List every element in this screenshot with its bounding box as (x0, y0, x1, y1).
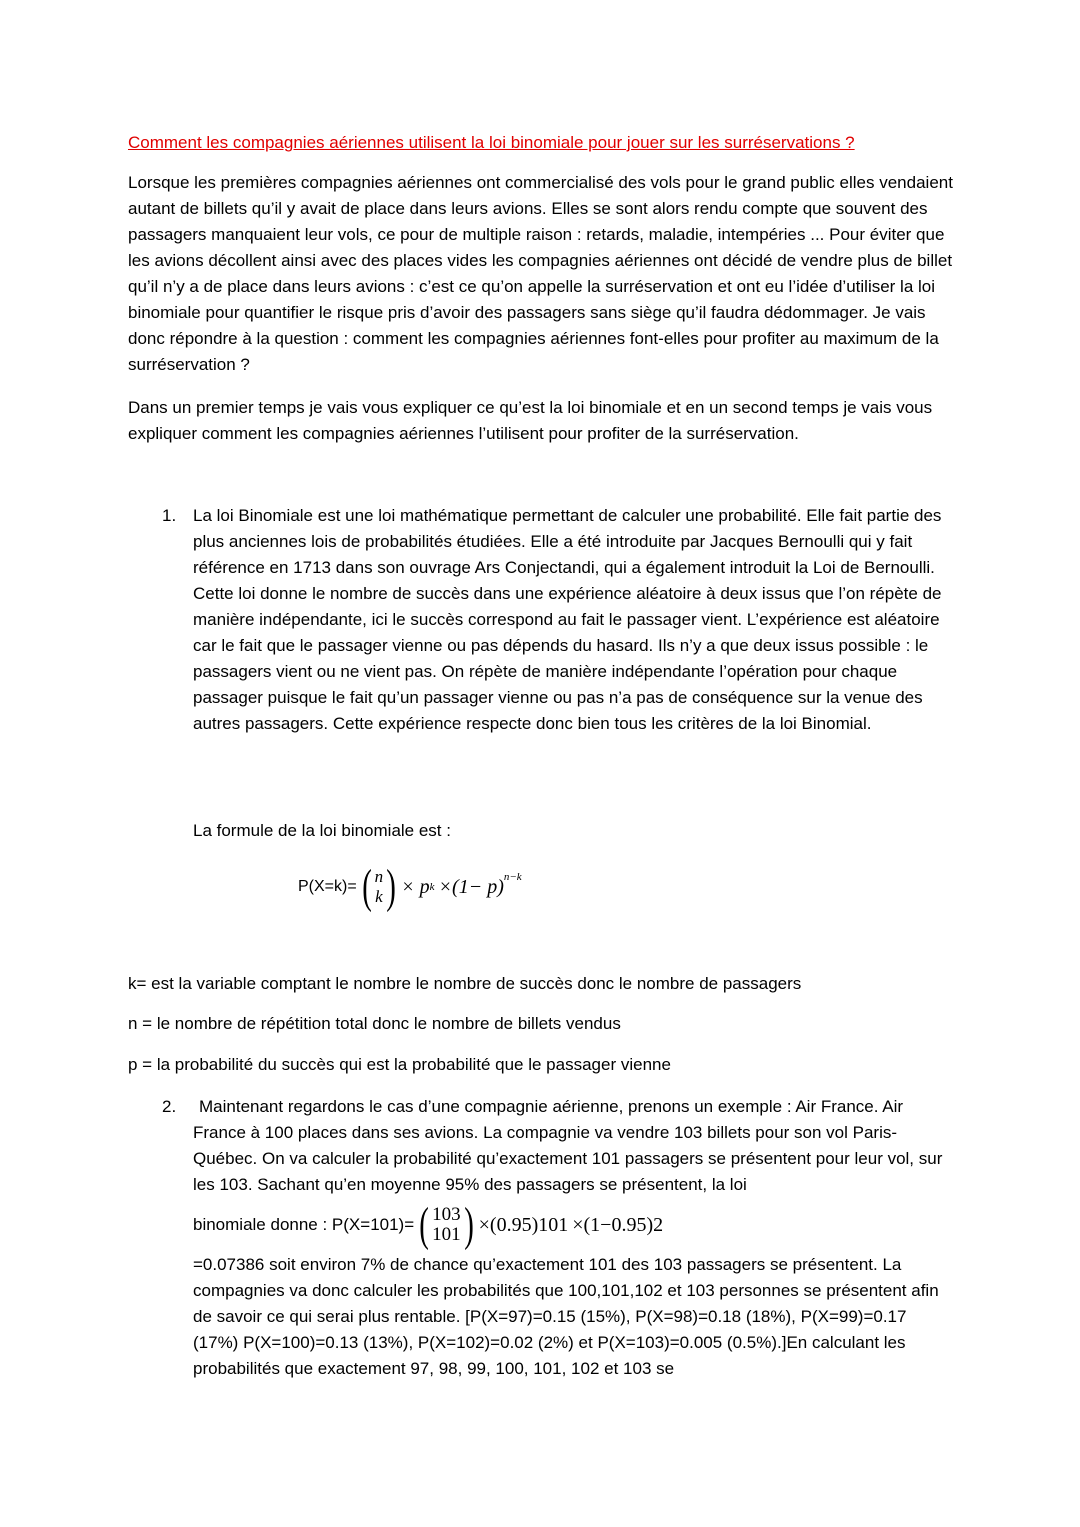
plan-paragraph: Dans un premier temps je vais vous expliquer ce qu’est la loi binomiale et en un second temps je vais vous expliquer comment les compagnies aériennes l’utilisent pour profiter de la surréservation. (128, 398, 933, 443)
list-number-1: 1. (162, 506, 177, 525)
equation-part1: ×(0.95) (478, 1214, 539, 1236)
section-1-paragraph-a: La loi Binomiale est une loi mathématique permettant de calculer une probabilité. Elle fait partie des plus anciennes lois de probabilités étudiées. Elle a été introduite par Jacques Bernoulli qui y fait référence en 1713 dans son ouvrage Ars Conjectandi, qui a également introduit la Loi de Bernoulli. (193, 506, 942, 577)
equation-top: 103 (432, 1204, 461, 1225)
section-1-paragraph-b: Cette loi donne le nombre de succès dans une expérience aléatoire à deux issus que l’on répète de manière indépendante, ici le succès correspond au fait le passager vient. L’expérience est aléatoire car le fait que le passager vienne ou pas dépends du hasard. Ils n’y a que deux issus possible : le passagers vient ou ne vient pas. On répète de manière indépendante l’opération pour chaque passager puisque le fait qu’un passager vienne ou pas n’a pas de conséquence sur la venue des autres passagers. Cette expérience respecte donc bien tous les critères de la loi Binomial. (193, 584, 942, 733)
formula-exp-k: k (429, 881, 435, 893)
binomial-coefficient: ( n k ) (361, 860, 396, 913)
formula-k: k (375, 887, 383, 906)
section-1 (193, 503, 953, 737)
list-number-2: 2. (162, 1097, 177, 1116)
definition-p: p = la probabilité du succès qui est la probabilité que le passager vienne (128, 1055, 671, 1074)
equation-exp1: 101 (538, 1214, 569, 1236)
equation-part2: ×(1−0.95) (572, 1214, 654, 1236)
page-title: Comment les compagnies aériennes utilisent la loi binomiale pour jouer sur les surréservations ? (128, 133, 855, 152)
section-2-paragraph-a: Maintenant regardons le cas d’une compagnie aérienne, prenons un exemple : Air France. Air France à 100 places dans ses avions. La compagnie va vendre 103 billets pour son vol Paris-Québec. On va calculer la probabilité qu’exactement 101 passagers se présentent pour leur vol, sur les 103. Sachant qu’en moyenne 95% des passagers se présentent, la loi (193, 1097, 943, 1194)
equation-exp2: 2 (653, 1214, 664, 1236)
equation-prefix: binomiale donne : P(X=101)= (193, 1215, 415, 1234)
equation-bottom: 101 (432, 1224, 461, 1245)
definition-n: n = le nombre de répétition total donc le nombre de billets vendus (128, 1014, 621, 1033)
binomial-formula (298, 860, 522, 914)
intro-paragraph: Lorsque les premières compagnies aériennes ont commercialisé des vols pour le grand public elles vendaient autant de billets qu’il y avait de place dans leurs avions. Elles se sont alors rendu compte que souvent des passagers manquaient leur vols, ce pour de multiple raison : retards, maladie, intempéries ... Pour éviter que les avions décollent ainsi avec des places vides les compagnies aériennes ont décidé de vendre plus de billet qu’il n’y a de place dans leurs avions : c’est ce qu’on appelle la surréservation et ont eu l’idée d’utiliser la loi binomiale pour quantifier le risque pris d’avoir des passagers sans siège qu’il faudra dédommager. Je vais donc répondre à la question : comment les compagnies aériennes font-elles pour profiter au maximum de la surréservation ? (128, 173, 953, 374)
formula-q-term: ×(1− p) (438, 875, 504, 898)
formula-p-term: × p (401, 875, 430, 898)
formula-intro: La formule de la loi binomiale est : (193, 821, 451, 840)
formula-n: n (374, 867, 384, 886)
section-2-paragraph-b: =0.07386 soit environ 7% de chance qu’exactement 101 des 103 passagers se présentent. La compagnies va donc calculer les probabilités que 100,101,102 et 103 personnes se présentent afin de savoir ce qui serai plus rentable. [P(X=97)=0.15 (15%), P(X=98)=0.18 (18%), P(X=99)=0.17 (17%) P(X=100)=0.13 (13%), P(X=102)=0.02 (2%) et P(X=103)=0.005 (0.5%).]En calculant les probabilités que exactement 97, 98, 99, 100, 101, 102 et 103 se (193, 1255, 939, 1378)
formula-exp-nk: n−k (503, 871, 522, 883)
equation-binomial: ( 103 101 ) (419, 1198, 474, 1251)
example-equation (193, 1198, 953, 1252)
section-2 (193, 1094, 953, 1382)
formula-lhs: P(X=k)= (298, 878, 357, 895)
definition-k: k= est la variable comptant le nombre le nombre de succès donc le nombre de passagers (128, 974, 802, 993)
